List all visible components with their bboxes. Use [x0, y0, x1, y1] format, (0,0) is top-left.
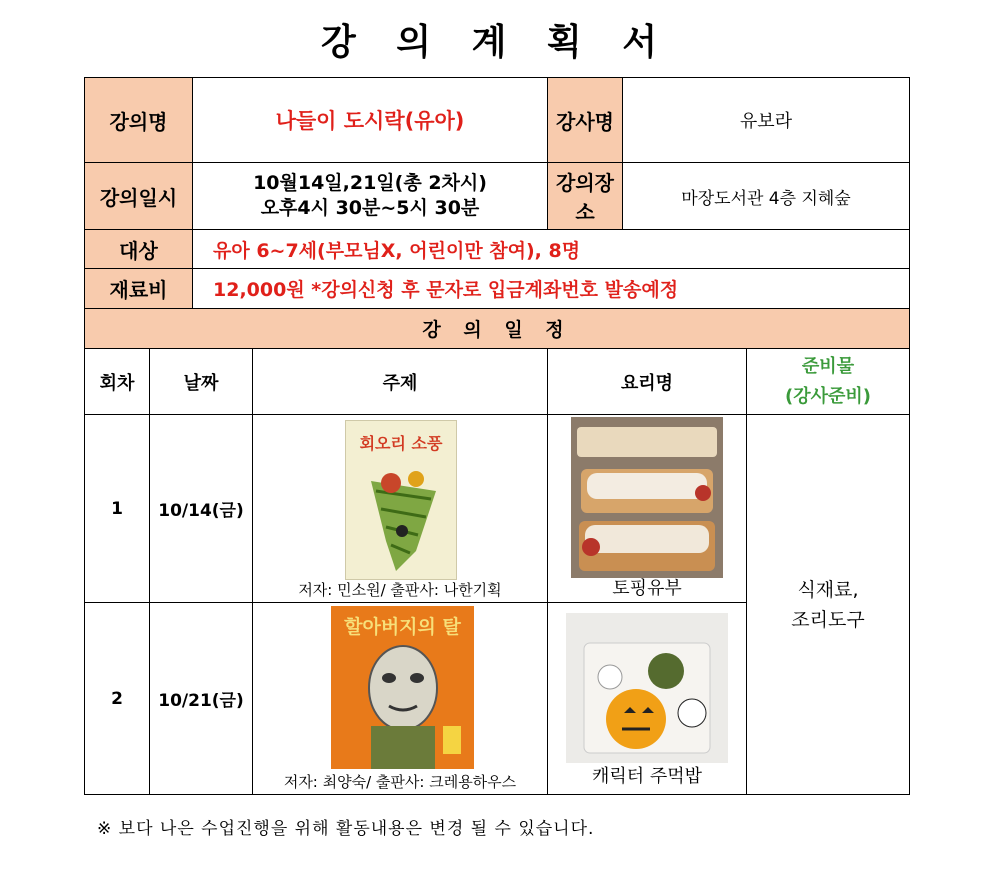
venue-label: 강의장소 [548, 163, 623, 230]
datetime-line2: 오후4시 30분~5시 30분 [260, 197, 480, 219]
target-label: 대상 [85, 230, 193, 269]
book-cover-image [345, 420, 457, 580]
instructor-value: 유보라 [623, 78, 910, 163]
schedule-header: 강 의 일 정 [85, 309, 910, 349]
book-cover-image [331, 606, 474, 769]
col-dish: 요리명 [548, 349, 747, 415]
topic-cell [253, 603, 548, 795]
instructor-label: 강사명 [548, 78, 623, 163]
venue-value: 마장도서관 4층 지혜숲 [623, 163, 910, 230]
document-title: 강 의 계 획 서 [320, 22, 671, 63]
dish-photo-image [571, 417, 723, 578]
footnote: ※ 보다 나은 수업진행을 위해 활동내용은 변경 될 수 있습니다. [97, 819, 595, 839]
table-row [85, 415, 910, 603]
fee-value: 12,000원 *강의신청 후 문자로 입금계좌번호 발송예정 [193, 269, 910, 309]
session-number: 2 [85, 603, 150, 795]
dish-cell [548, 603, 747, 795]
tornado-illustration [346, 421, 456, 579]
datetime-value [193, 163, 548, 230]
dish-photo-image [566, 613, 728, 763]
datetime-label: 강의일시 [85, 163, 193, 230]
tofu-pocket-illustration [571, 417, 723, 578]
prep-line2: 조리도구 [791, 608, 865, 631]
dish-name: 캐릭터 주먹밥 [591, 766, 703, 787]
course-value: 나들이 도시락(유아) [193, 78, 548, 163]
course-label: 강의명 [85, 78, 193, 163]
col-prep-line2: (강사준비) [785, 385, 872, 407]
lecture-plan-table [84, 77, 910, 795]
col-date: 날짜 [150, 349, 253, 415]
session-number: 1 [85, 415, 150, 603]
col-prep [747, 349, 910, 415]
datetime-line1: 10월14일,21일(총 2차시) [253, 172, 487, 194]
col-topic: 주제 [253, 349, 548, 415]
col-prep-line1: 준비물 [801, 355, 855, 377]
mask-illustration [331, 606, 474, 769]
session-date: 10/21(금) [150, 603, 253, 795]
dish-cell [548, 415, 747, 603]
book-cover-title: 할아버지의 탈 [344, 616, 461, 638]
book-caption: 저자: 민소원/ 출판사: 나한기획 [298, 581, 502, 599]
book-caption: 저자: 최양숙/ 출판사: 크레용하우스 [283, 773, 517, 791]
book-cover-title: 회오리 소풍 [359, 434, 443, 453]
col-session: 회차 [85, 349, 150, 415]
prep-materials [747, 415, 910, 795]
target-value: 유아 6~7세(부모님X, 어린이만 참여), 8명 [193, 230, 910, 269]
character-riceball-illustration [566, 613, 728, 763]
topic-cell [253, 415, 548, 603]
dish-name: 토핑유부 [612, 578, 682, 599]
fee-label: 재료비 [85, 269, 193, 309]
prep-line1: 식재료, [797, 578, 859, 601]
session-date: 10/14(금) [150, 415, 253, 603]
